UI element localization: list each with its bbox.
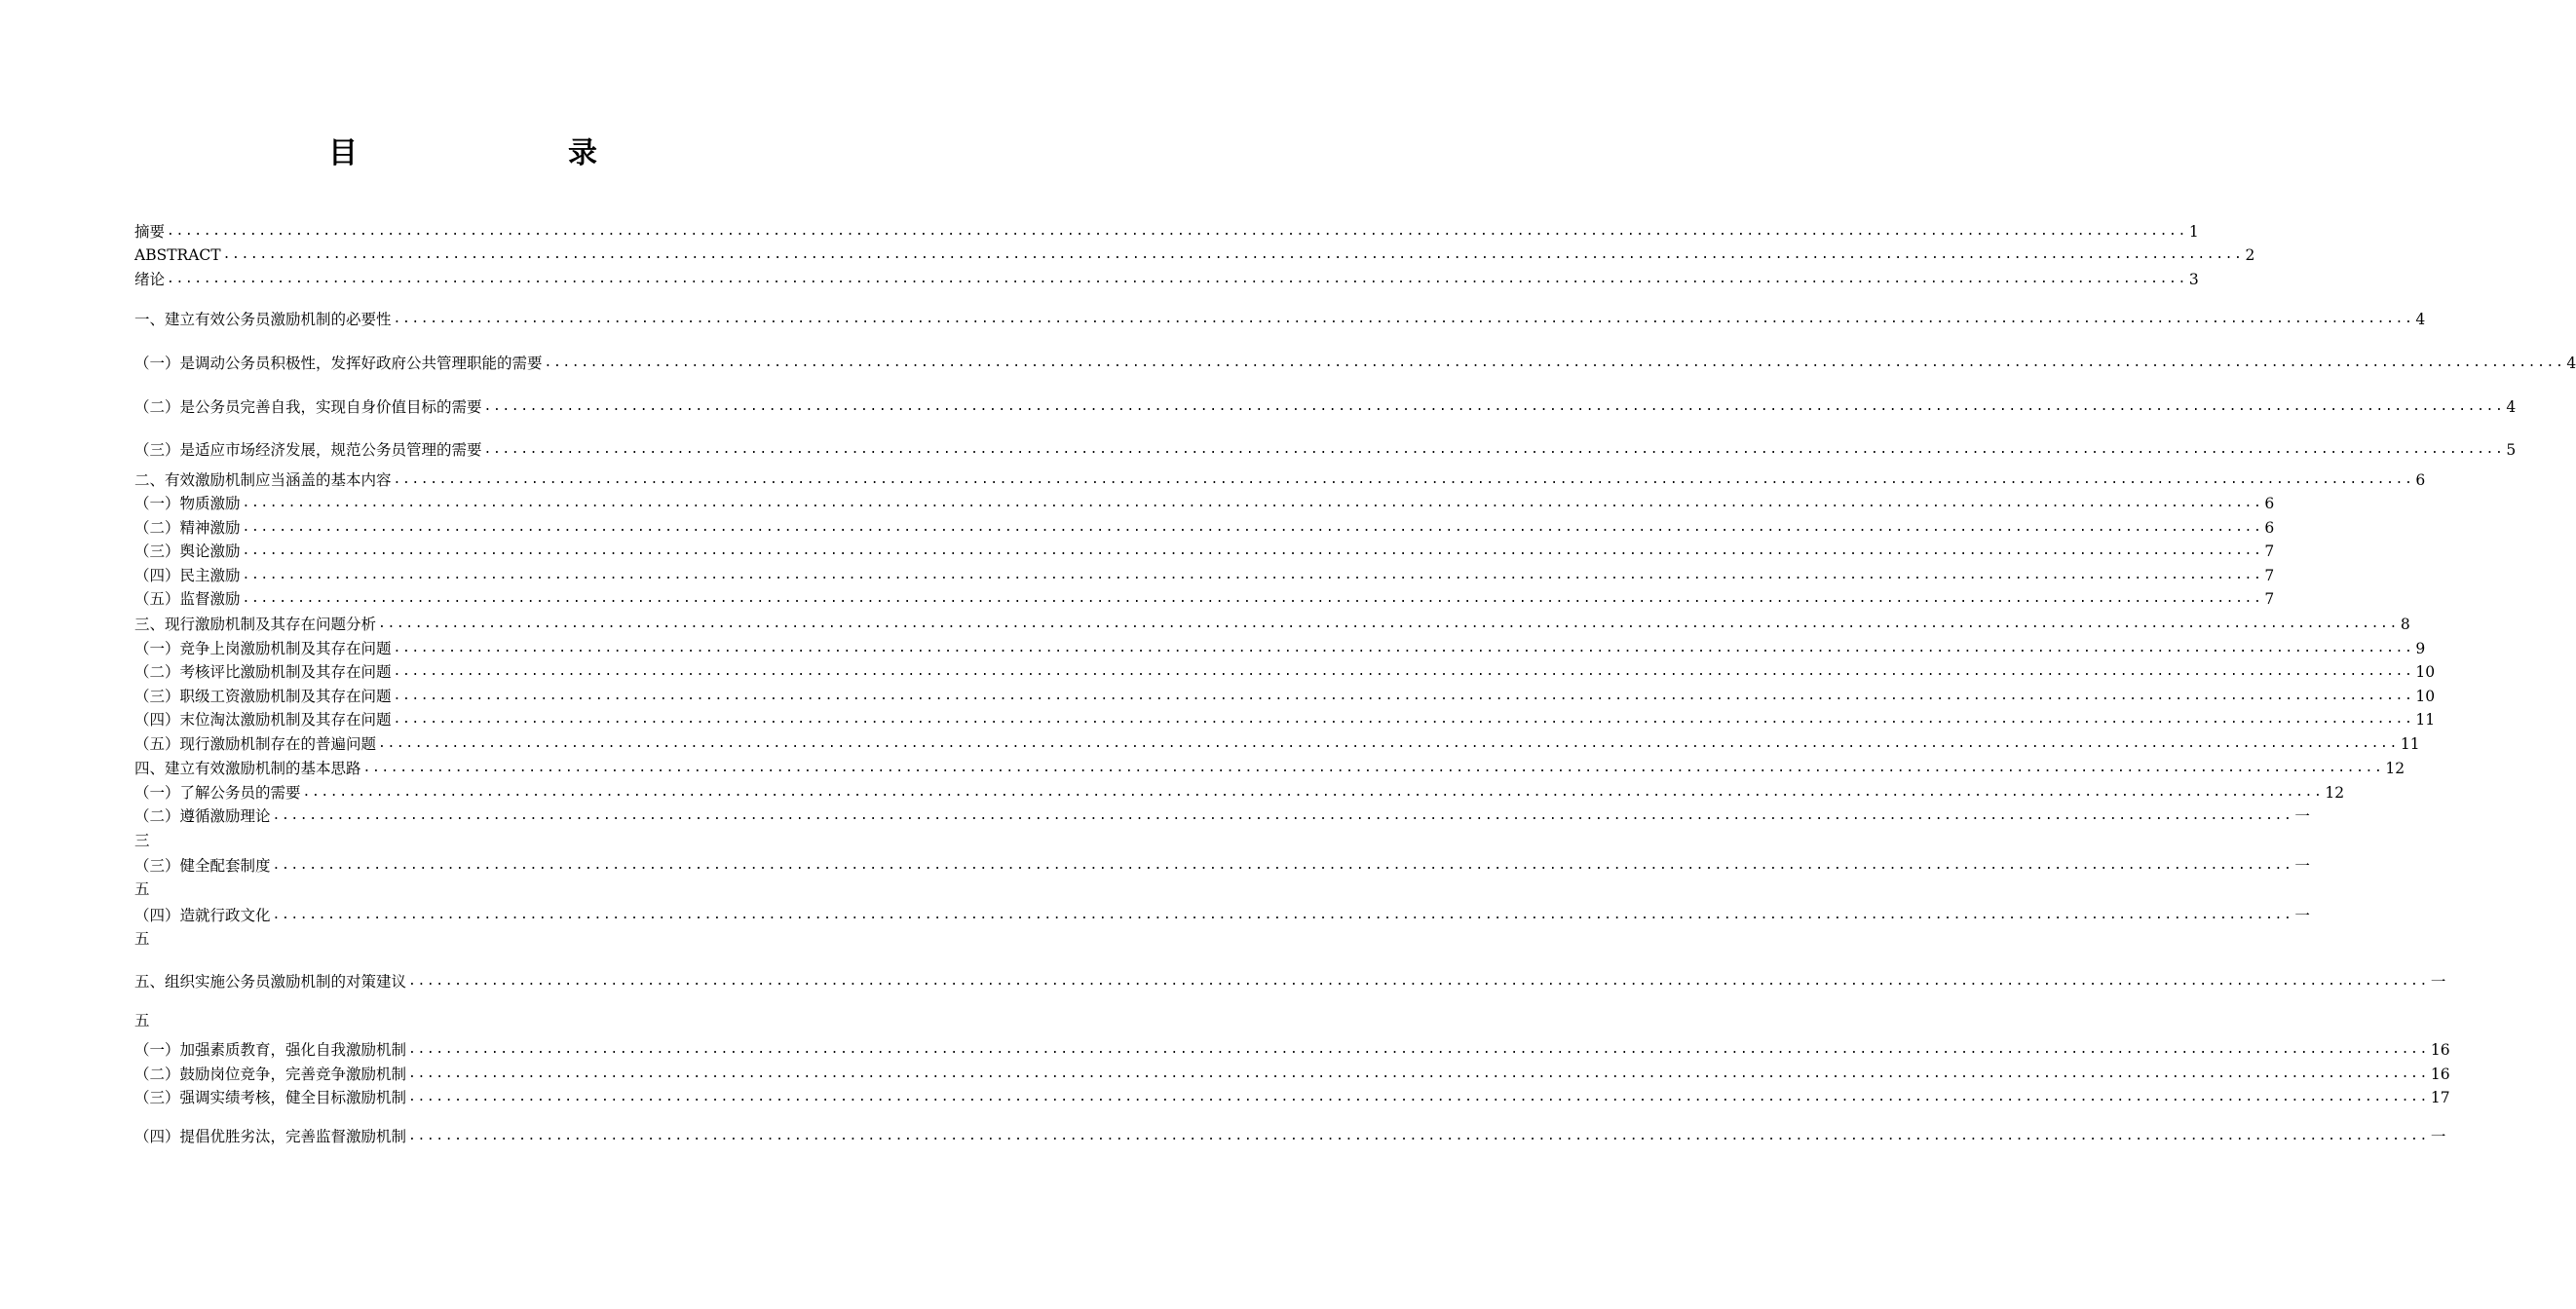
dot-leader: ............................................................................................................................................................................................................................	[242, 496, 2263, 510]
dot-leader: ............................................................................................................................................................................................................................	[378, 736, 2399, 751]
dot-leader: ............................................................................................................................................................................................................................	[393, 689, 2414, 703]
dot-leader: ............................................................................................................................................................................................................................	[393, 664, 2414, 679]
toc-entry-title: （一）物质激励	[134, 495, 241, 512]
toc-entry[interactable]	[134, 220, 2199, 243]
dot-leader: ............................................................................................................................................................................................................................	[242, 591, 2263, 606]
toc-page-number: 9	[2415, 640, 2426, 657]
toc-entry[interactable]	[134, 564, 2275, 587]
toc-entry-title: （三）舆论激励	[134, 542, 241, 560]
toc-entry-title: （二）精神激励	[134, 519, 241, 537]
dot-leader: ............................................................................................................................................................................................................................	[378, 617, 2399, 631]
toc-entry-title: （三）强调实绩考核，健全目标激励机制	[134, 1089, 407, 1106]
toc-page-number: 11	[2400, 735, 2420, 753]
toc-entry-title: （一）竞争上岗激励机制及其存在问题	[134, 640, 392, 657]
toc-entry[interactable]	[134, 613, 2410, 636]
dot-leader: ............................................................................................................................................................................................................................	[302, 785, 2324, 800]
toc-entry[interactable]	[134, 308, 2426, 331]
toc-entry[interactable]	[134, 757, 2406, 780]
toc-page-number: 4	[2566, 355, 2576, 372]
dot-leader: ............................................................................................................................................................................................................................	[408, 1129, 2429, 1143]
toc-page-number: 5	[2506, 441, 2517, 459]
dot-leader: ............................................................................................................................................................................................................................	[242, 543, 2263, 558]
toc-entry[interactable]	[134, 781, 2345, 804]
toc-entry[interactable]	[134, 904, 2310, 927]
toc-entry-title: （三）健全配套制度	[134, 857, 271, 875]
toc-entry[interactable]	[134, 1125, 2446, 1148]
toc-entry-title: （一）了解公务员的需要	[134, 784, 301, 802]
toc-entry-title: （二）遵循激励理论	[134, 807, 271, 825]
dot-leader: ............................................................................................................................................................................................................................	[393, 312, 2414, 326]
toc-entry[interactable]	[134, 1038, 2450, 1062]
toc-page-number: 4	[2506, 398, 2517, 416]
dot-leader: ............................................................................................................................................................................................................................	[544, 355, 2565, 370]
toc-page-number-wrap: 三	[134, 832, 150, 849]
dot-leader: ............................................................................................................................................................................................................................	[167, 224, 2187, 239]
toc-entry[interactable]	[134, 395, 2517, 419]
toc-page-number: 10	[2415, 663, 2436, 681]
toc-entry[interactable]	[134, 732, 2420, 756]
toc-entry-title: （一）加强素质教育，强化自我激励机制	[134, 1041, 407, 1059]
toc-entry-title: （二）是公务员完善自我，实现自身价值目标的需要	[134, 398, 482, 416]
toc-entry-title: （四）民主激励	[134, 567, 241, 584]
toc-entry-title: 五、组织实施公务员激励机制的对策建议	[134, 973, 407, 991]
toc-page-number: 2	[2245, 246, 2255, 264]
toc-page-number: 12	[2385, 760, 2406, 777]
dot-leader: ............................................................................................................................................................................................................................	[408, 974, 2429, 989]
toc-entry[interactable]	[134, 540, 2275, 563]
toc-entry[interactable]	[134, 268, 2199, 291]
toc-page-number: 一	[2294, 857, 2310, 875]
dot-leader: ............................................................................................................................................................................................................................	[242, 568, 2263, 582]
toc-entry[interactable]	[134, 468, 2426, 492]
toc-entry-title: （五）监督激励	[134, 590, 241, 608]
toc-entry[interactable]	[134, 492, 2275, 515]
dot-leader: ............................................................................................................................................................................................................................	[272, 908, 2293, 922]
toc-entry-title: 二、有效激励机制应当涵盖的基本内容	[134, 471, 392, 489]
dot-leader: ............................................................................................................................................................................................................................	[483, 442, 2505, 457]
toc-entry[interactable]	[134, 660, 2436, 684]
toc-entry[interactable]	[134, 1086, 2450, 1109]
toc-entry-title: （三）是适应市场经济发展，规范公务员管理的需要	[134, 441, 482, 459]
toc-page-number: 6	[2415, 471, 2426, 489]
toc-entry-title: （五）现行激励机制存在的普遍问题	[134, 735, 377, 753]
toc-entry-title: （四）提倡优胜劣汰，完善监督激励机制	[134, 1128, 407, 1145]
toc-page-number: 7	[2264, 542, 2275, 560]
toc-page-number: 8	[2400, 616, 2410, 633]
toc-entry[interactable]	[134, 637, 2426, 660]
dot-leader: ............................................................................................................................................................................................................................	[242, 520, 2263, 535]
toc-entry[interactable]	[134, 854, 2310, 878]
toc-page-number: 16	[2430, 1066, 2450, 1083]
dot-leader: ............................................................................................................................................................................................................................	[362, 761, 2384, 775]
toc-entry-title: （二）鼓励岗位竞争，完善竞争激励机制	[134, 1066, 407, 1083]
toc-page-number: 一	[2294, 907, 2310, 924]
toc-entry[interactable]	[134, 352, 2576, 375]
toc-entry[interactable]	[134, 708, 2436, 731]
toc-entry-title: 三、现行激励机制及其存在问题分析	[134, 616, 377, 633]
toc-entry-title: 绪论	[134, 271, 166, 288]
toc-entry[interactable]	[134, 804, 2310, 828]
toc-entry-title: 四、建立有效激励机制的基本思路	[134, 760, 361, 777]
toc-page-number: 4	[2415, 311, 2426, 328]
toc-entry[interactable]	[134, 516, 2275, 540]
toc-page-number: 1	[2188, 223, 2199, 241]
toc-page-number: 一	[2430, 973, 2446, 991]
dot-leader: ............................................................................................................................................................................................................................	[483, 399, 2505, 414]
toc-page-number: 16	[2430, 1041, 2450, 1059]
toc-entry[interactable]	[134, 243, 2255, 267]
dot-leader: ............................................................................................................................................................................................................................	[272, 858, 2293, 873]
toc-page-number: 一	[2430, 1128, 2446, 1145]
toc-page-number: 一	[2294, 807, 2310, 825]
toc-page-number: 3	[2188, 271, 2199, 288]
toc-entry-title: 摘要	[134, 223, 166, 241]
toc-page-number-wrap: 五	[134, 1012, 150, 1029]
toc-entry-title: （四）造就行政文化	[134, 907, 271, 924]
page-title: 目 录	[328, 136, 648, 170]
toc-page-number: 7	[2264, 590, 2275, 608]
dot-leader: ............................................................................................................................................................................................................................	[408, 1066, 2429, 1081]
toc-entry[interactable]	[134, 1063, 2450, 1086]
toc-entry[interactable]	[134, 970, 2446, 993]
dot-leader: ............................................................................................................................................................................................................................	[393, 472, 2414, 487]
toc-entry-title: （四）末位淘汰激励机制及其存在问题	[134, 711, 392, 729]
toc-entry-title: 一、建立有效公务员激励机制的必要性	[134, 311, 392, 328]
dot-leader: ............................................................................................................................................................................................................................	[393, 712, 2414, 727]
toc-entry[interactable]	[134, 438, 2517, 462]
toc-entry-title: （三）职级工资激励机制及其存在问题	[134, 688, 392, 705]
toc-page-number-wrap: 五	[134, 880, 150, 898]
toc-page-number: 10	[2415, 688, 2436, 705]
toc-page-number: 17	[2430, 1089, 2450, 1106]
dot-leader: ............................................................................................................................................................................................................................	[408, 1090, 2429, 1104]
toc-entry-title: （一）是调动公务员积极性，发挥好政府公共管理职能的需要	[134, 355, 543, 372]
toc-entry-title: （二）考核评比激励机制及其存在问题	[134, 663, 392, 681]
dot-leader: ............................................................................................................................................................................................................................	[272, 808, 2293, 823]
toc-entry-title: ABSTRACT	[134, 246, 221, 264]
toc-page-number: 6	[2264, 519, 2275, 537]
toc-page-number: 6	[2264, 495, 2275, 512]
dot-leader: ............................................................................................................................................................................................................................	[408, 1042, 2429, 1057]
toc-page-number-wrap: 五	[134, 930, 150, 948]
toc-entry[interactable]	[134, 587, 2275, 611]
toc-page-number: 12	[2325, 784, 2345, 802]
toc-page-number: 7	[2264, 567, 2275, 584]
dot-leader: ............................................................................................................................................................................................................................	[222, 247, 2244, 262]
dot-leader: ............................................................................................................................................................................................................................	[393, 641, 2414, 655]
toc-page-number: 11	[2415, 711, 2436, 729]
toc-entry[interactable]	[134, 685, 2436, 708]
dot-leader: ............................................................................................................................................................................................................................	[167, 272, 2187, 286]
